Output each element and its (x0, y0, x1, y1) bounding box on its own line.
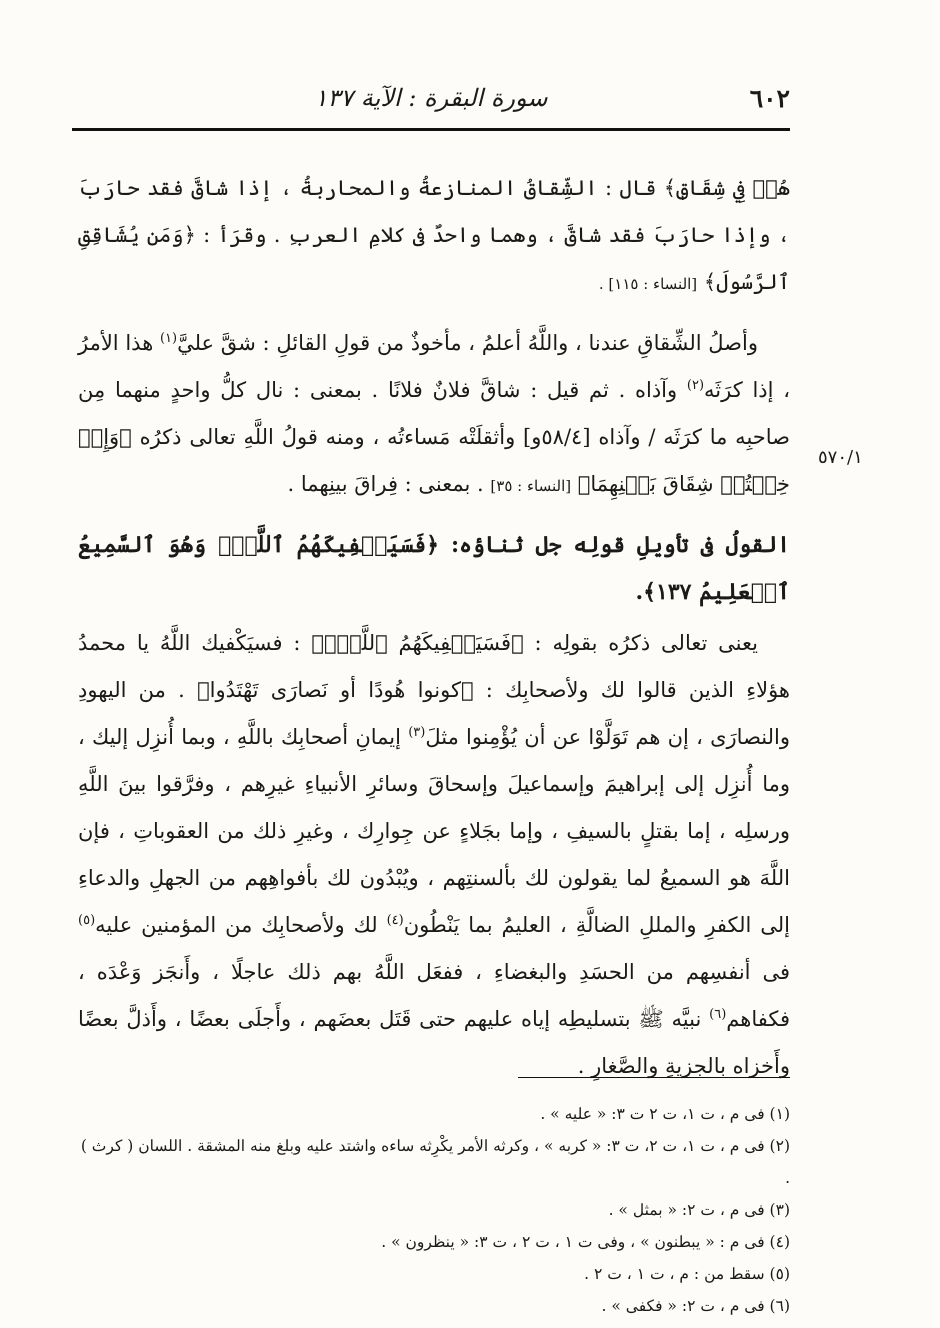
footnote-marker-6: (٦) (709, 1007, 727, 1022)
running-title: سورة البقرة : الآية ١٣٧ (314, 84, 548, 112)
citation-nisa-115: [النساء : ١١٥] . (598, 275, 698, 293)
page-header (72, 78, 790, 118)
paragraph-1-text: هُمۡ فِي شِقَاقٖ﴾ قال : الشِّقاقُ المنازعةُ والمحاربةُ ، إذا شاقَّ فقد حارَبَ ، وإذا حارَبَ فقد شاقَّ ، وهما واحدٌ فى كلامِ العربِ . وقرَأ : ﴿وَمَن يُشَاقِقِ ٱلرَّسُولَ﴾ (78, 176, 790, 294)
paragraph-2-text-d: . بمعنى : فِراقَ بينِهما . (287, 472, 484, 496)
footnote-marker-1: (١) (159, 331, 178, 346)
footnote-marker-5: (٥) (78, 913, 96, 928)
footnote-2: (٢) فى م ، ت ١، ت ٢، ت ٣: « كربه » ، وكرثه الأمر يكْرِثه ساءه واشتد عليه وبلغ منه المشقة . اللسان ( كرث ) . (80, 1137, 790, 1187)
paragraph-1 (78, 165, 790, 308)
footnote-1: (١) فى م ، ت ١، ت ٢ ت ٣: « عليه » . (540, 1105, 790, 1123)
page-number: ٦٠٢ (749, 84, 790, 113)
paragraph-3-text-e: نبيَّه ﷺ بتسليطِه إياه عليهم حتى قَتَل بعضَهم ، وأَجلَى بعضًا ، وأَذلَّ بعضًا وأَخزاه بالجزيةِ والصَّغارِ . (78, 1007, 790, 1078)
paragraph-3-text-c: لك ولأصحابِك من المؤمنين عليه (95, 913, 378, 937)
citation-nisa-35: [النساء : ٣٥] (490, 477, 572, 495)
footnote-marker-3: (٣) (408, 725, 426, 740)
footnote-5: (٥) سقط من : م ، ت ١ ، ت ٢ . (584, 1265, 790, 1283)
margin-reference: ٥٧٠/١ (818, 447, 863, 468)
main-text (78, 165, 790, 1090)
paragraph-2-text-a: وأصلُ الشِّقاقِ عندنا ، واللَّهُ أعلمُ ، مأخوذٌ من قولِ القائلِ : شقَّ عليَّ (177, 331, 758, 355)
footnote-rule (518, 1077, 790, 1078)
footnote-3: (٣) فى م ، ت ٢: « بمثل » . (608, 1201, 790, 1219)
paragraph-3 (78, 620, 790, 1090)
paragraph-3-text-a: يعنى تعالى ذكرُه بقولِه : ﴿فَسَيَكۡفِيكَهُمُ ٱللَّهُۚ﴾ : فسيَكْفيك اللَّهُ يا محمدُ هؤلاءِ الذين قالوا لك ولأصحابِك : ﴿كونوا هُودًا أو نَصارَى تَهْتَدُوا﴾ . من اليهودِ والنصارَى ، إن هم تَوَلَّوْا عن أن يُؤْمِنوا مثلَ (78, 631, 790, 749)
paragraph-2-text-b: هذا الأمرُ ، إذا كرَثَه (78, 331, 790, 402)
paragraph-3-text-d: فى أنفسِهم من الحسَدِ والبغضاءِ ، ففعَل اللَّهُ بهم ذلك عاجلًا ، وأَنجَز وَعْدَه ، فكفاهم (78, 960, 790, 1031)
paragraph-3-text-b: إيمانِ أصحابِك باللَّهِ ، وبما أُنزِل إليك ، وما أُنزِل إلى إبراهيمَ وإسماعيلَ وإسحاقَ وسائرِ الأنبياءِ غيرِهم ، وفرَّقوا بينَ اللَّهِ ورسلِه ، إما بقتلٍ بالسيفِ ، وإما بجَلاءٍ عن جِوارِك ، وغيرِ ذلك من العقوباتِ ، فإن اللَّهَ هو السميعُ لما يقولون لك بألسنتِهم ، ويُبْدُون لك بأفواهِهم من الجهلِ والدعاءِ إلى الكفرِ والمللِ الضالَّةِ ، العليمُ بما يَنْطُون (78, 725, 791, 937)
footnotes (80, 1098, 790, 1322)
footnote-6: (٦) فى م ، ت ٢: « فكفى » . (601, 1297, 790, 1315)
footnote-marker-2: (٢) (686, 378, 705, 393)
footnote-4: (٤) فى م : « يبطنون » ، وفى ت ١ ، ت ٢ ، ت ٣: « ينظرون » . (381, 1233, 790, 1251)
header-rule (72, 128, 790, 131)
footnote-marker-4: (٤) (386, 913, 404, 928)
paragraph-2-text-c: وآذاه . ثم قيل : شاقَّ فلانٌ فلانًا . بمعنى : نال كلُّ واحدٍ منهما مِن صاحبِه ما كرَثَه / وآذاه [٥٨/٤و] وأثقلَتْه مَساءتُه ، ومنه قولُ اللَّهِ تعالى ذكرُه ﴿وَإِنۡ خِفۡتُمۡ شِقَاقَ بَيۡنِهِمَا﴾ (78, 378, 790, 496)
paragraph-2 (78, 320, 790, 510)
section-heading: القولُ فى تأويلِ قولِه جل ثناؤه: ﴿فَسَيَكۡفِيكَهُمُ ٱللَّهُۚ وَهُوَ ٱلسَّمِيعُ ٱلۡعَلِيمُ ١٣٧﴾. (78, 532, 790, 605)
